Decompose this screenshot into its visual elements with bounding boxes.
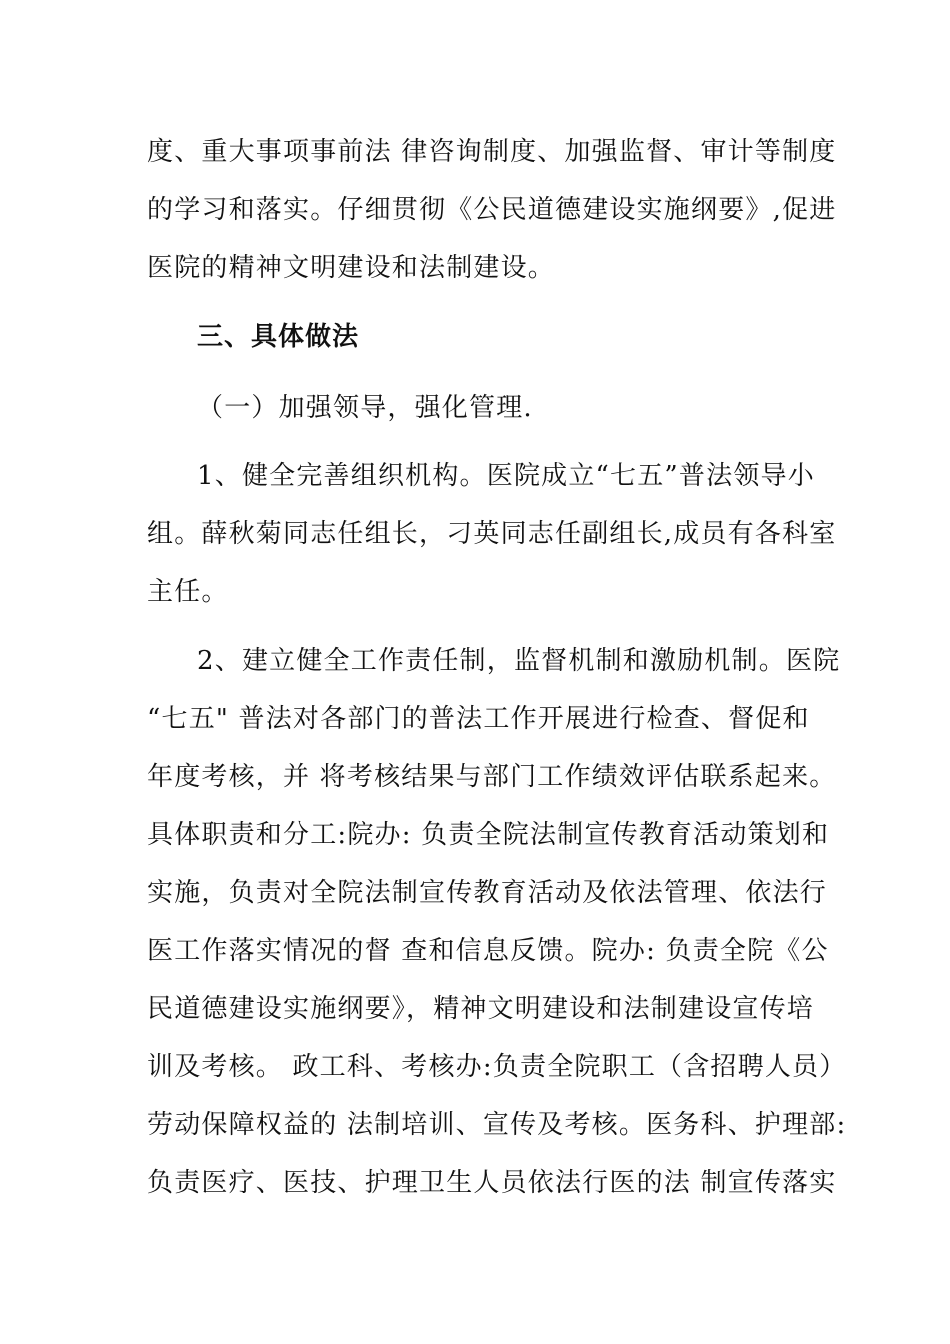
paragraph-line: 民道德建设实施纲要》，精神文明建设和法制建设宣传培	[147, 994, 815, 1024]
paragraph-line: 劳动保障权益的 法制培训、宣传及考核。医务科、护理部:	[147, 1110, 847, 1140]
paragraph-line: “七五" 普法对各部门的普法工作开展进行检查、督促和	[147, 704, 810, 734]
paragraph-line: 组。薛秋菊同志任组长，刁英同志任副组长,成员有各科室	[147, 519, 837, 549]
paragraph-line: 2、建立健全工作责任制，监督机制和激励机制。医院	[197, 646, 841, 676]
paragraph-line: 实施，负责对全院法制宣传教育活动及依法管理、依法行	[147, 878, 828, 908]
paragraph-line: 度、重大事项事前法 律咨询制度、加强监督、审计等制度	[147, 137, 837, 167]
subsection-heading: （一）加强领导，强化管理.	[197, 393, 533, 423]
paragraph-line: 训及考核。 政工科、考核办:负责全院职工（含招聘人员）	[147, 1052, 847, 1082]
paragraph-line: 的学习和落实。仔细贯彻《公民道德建设实施纲要》,促进	[147, 195, 837, 225]
paragraph-line: 具体职责和分工:院办: 负责全院法制宣传教育活动策划和	[147, 820, 830, 850]
paragraph-line: 主任。	[147, 577, 229, 607]
section-heading: 三、具体做法	[197, 322, 360, 352]
paragraph-line: 年度考核，并 将考核结果与部门工作绩效评估联系起来。	[147, 762, 837, 792]
paragraph-line: 医院的精神文明建设和法制建设。	[147, 253, 556, 283]
paragraph-line: 负责医疗、医技、护理卫生人员依法行医的法 制宣传落实	[147, 1168, 837, 1198]
paragraph-line: 1、健全完善组织机构。医院成立“七五”普法领导小	[197, 461, 815, 491]
paragraph-line: 医工作落实情况的督 查和信息反馈。院办: 负责全院《公	[147, 936, 829, 966]
